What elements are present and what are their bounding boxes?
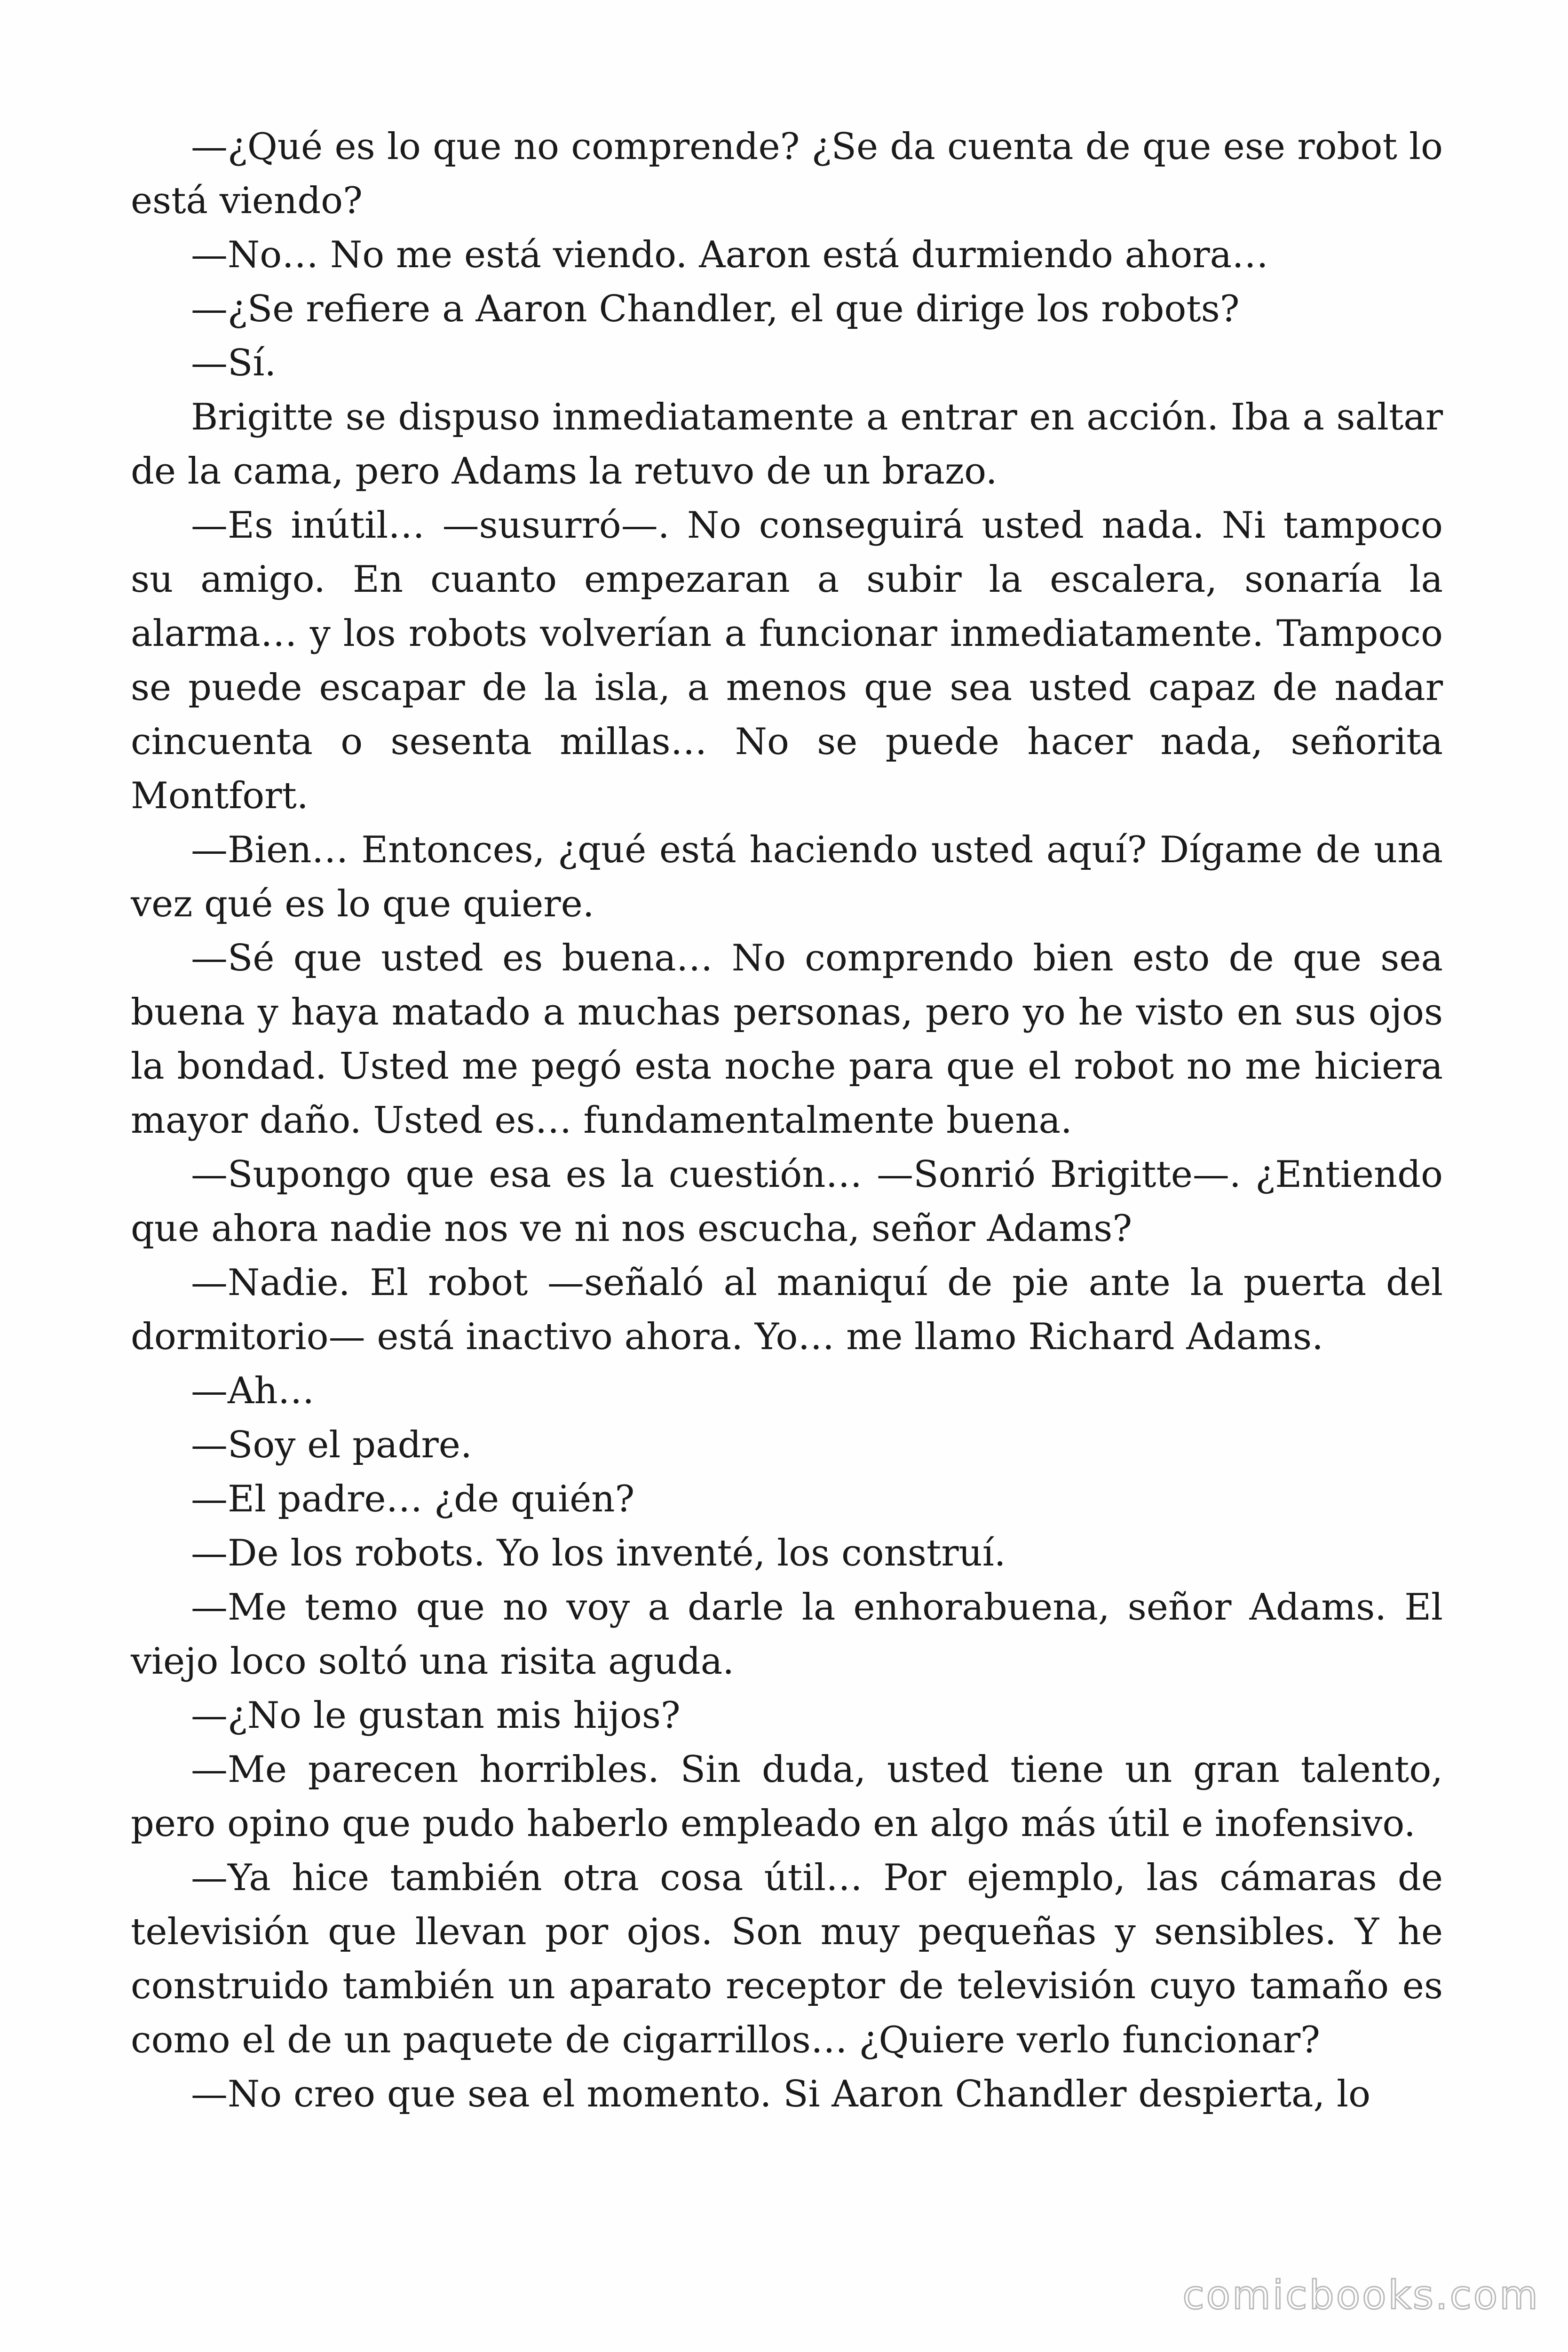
paragraph: —Es inútil… —susurró—. No conseguirá usted nada. Ni tampoco su amigo. En cuanto empezaran a subir la escalera, sonaría la alarma… y los robots volverían a funcionar inmediatamente. Tampoco se puede escapar de la isla, a menos que sea usted capaz de nadar cincuenta o sesenta millas… No se puede hacer nada, señorita Montfort. [131, 504, 1443, 817]
paragraph: Brigitte se dispuso inmediatamente a entrar en acción. Iba a saltar de la cama, pero Adams la retuvo de un brazo. [131, 396, 1443, 493]
paragraph: —De los robots. Yo los inventé, los construí. [191, 1532, 1006, 1574]
paragraph: —Me parecen horribles. Sin duda, usted tiene un gran talento, pero opino que pudo haberlo empleado en algo más útil e inofensivo. [131, 1748, 1443, 1845]
paragraph: —Nadie. El robot —señaló al maniquí de pie ante la puerta del dormitorio— está inactivo ahora. Yo… me llamo Richard Adams. [131, 1262, 1443, 1358]
paragraph: —No creo que sea el momento. Si Aaron Chandler despierta, lo [191, 2073, 1371, 2115]
paragraph: —Bien… Entonces, ¿qué está haciendo usted aquí? Dígame de una vez qué es lo que quiere. [131, 829, 1443, 925]
paragraph: —Soy el padre. [191, 1424, 472, 1466]
body-text [131, 120, 1443, 2122]
paragraph: —Me temo que no voy a darle la enhorabuena, señor Adams. El viejo loco soltó una risita aguda. [131, 1586, 1443, 1683]
paragraph: —Ya hice también otra cosa útil… Por ejemplo, las cámaras de televisión que llevan por ojos. Son muy pequeñas y sensibles. Y he construido también un aparato receptor de televisión cuyo tamaño es como el de un paquete de cigarrillos… ¿Quiere verlo funcionar? [131, 1857, 1443, 2061]
paragraph: —¿Qué es lo que no comprende? ¿Se da cuenta de que ese robot lo está viendo? [131, 126, 1443, 222]
paragraph: —Ah… [191, 1370, 315, 1412]
paragraph: —El padre… ¿de quién? [191, 1478, 635, 1520]
paragraph: —Supongo que esa es la cuestión… —Sonrió Brigitte—. ¿Entiendo que ahora nadie nos ve ni nos escucha, señor Adams? [131, 1153, 1443, 1250]
paragraph: —¿No le gustan mis hijos? [191, 1694, 681, 1737]
paragraph: —No… No me está viendo. Aaron está durmiendo ahora… [191, 234, 1269, 276]
watermark: comicbooks.com [1182, 2272, 1540, 2318]
paragraph: —Sé que usted es buena… No comprendo bien esto de que sea buena y haya matado a muchas personas, pero yo he visto en sus ojos la bondad. Usted me pegó esta noche para que el robot no me hiciera mayor daño. Usted es… fundamentalmente buena. [131, 937, 1443, 1142]
paragraph: —Sí. [191, 342, 277, 384]
paragraph: —¿Se refiere a Aaron Chandler, el que dirige los robots? [191, 288, 1240, 330]
